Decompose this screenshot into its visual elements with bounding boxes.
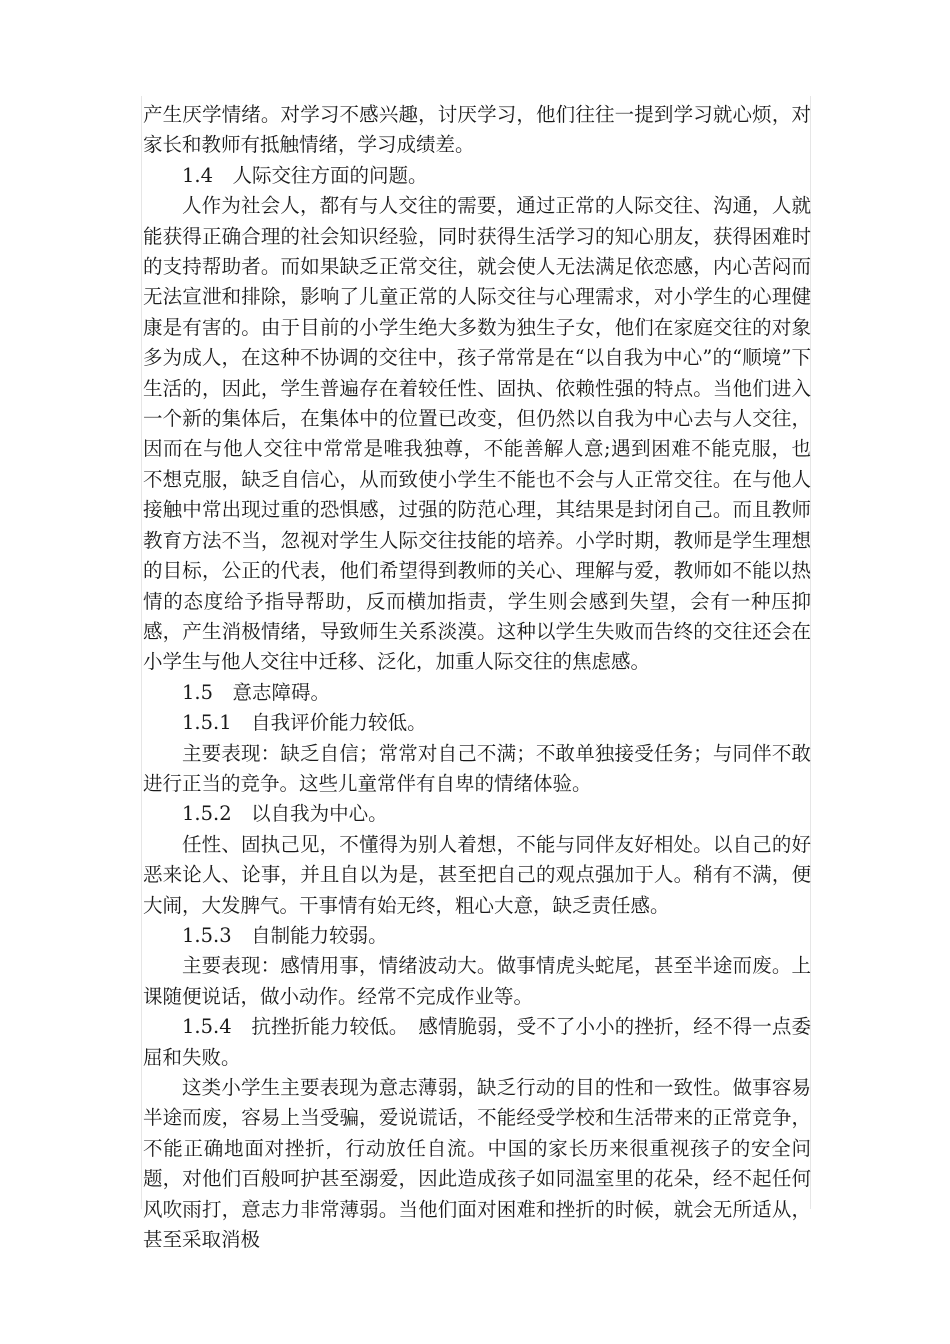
subsection-heading-1-5-2: 1.5.2 以自我为中心。 [182, 802, 388, 826]
document-body [143, 100, 811, 1255]
subsection-heading-1-5-3: 1.5.3 自制能力较弱。 [182, 923, 388, 947]
section-heading-1-5: 1.5 意志障碍。 [182, 680, 331, 704]
subsection-heading-1-5-4: 1.5.4 抗挫折能力较低。 感情脆弱，受不了小小的挫折，经不得一点委屈和失败。 [143, 1015, 811, 1069]
paragraph-interpersonal: 人作为社会人，都有与人交往的需要，通过正常的人际交往、沟通，人就能获得正确合理的社会知识经验，同时获得生活学习的知心朋友，获得困难时的支持帮助者。而如果缺乏正常交往，就会使人无法满足依恋感，内心苦闷而无法宣泄和排除，影响了儿童正常的人际交往与心理需求，对小学生的心理健康是有害的。由于目前的小学生绝大多数为独生子女，他们在家庭交往的对象多为成人，在这种不协调的交往中，孩子常常是在“以自我为中心”的“顺境”下生活的，因此，学生普遍存在着较任性、固执、依赖性强的特点。当他们进入一个新的集体后，在集体中的位置已改变，但仍然以自我为中心去与人交往，因而在与他人交往中常常是唯我独尊，不能善解人意;遇到困难不能克服，也不想克服，缺乏自信心，从而致使小学生不能也不会与人正常交往。在与他人接触中常出现过重的恐惧感，过强的防范心理，其结果是封闭自己。而且教师教育方法不当，忽视对学生人际交往技能的培养。小学时期，教师是学生理想的目标，公正的代表，他们希望得到教师的关心、理解与爱，教师如不能以热情的态度给予指导帮助，反而横加指责，学生则会感到失望，会有一种压抑感，产生消极情绪，导致师生关系淡漠。这种以学生失败而告终的交往还会在小学生与他人交往中迁移、泛化，加重人际交往的焦虑感。 [143, 194, 811, 674]
paragraph-self-control: 主要表现：感情用事，情绪波动大。做事情虎头蛇尾，甚至半途而废。上课随便说话，做小动作。经常不完成作业等。 [143, 954, 811, 1008]
paragraph-self-evaluation: 主要表现：缺乏自信；常常对自己不满；不敢单独接受任务；与同伴不敢进行正当的竞争。这些儿童常伴有自卑的情绪体验。 [143, 741, 811, 795]
paragraph-willpower: 这类小学生主要表现为意志薄弱，缺乏行动的目的性和一致性。做事容易半途而废，容易上当受骗，爱说谎话，不能经受学校和生活带来的正常竞争，不能正确地面对挫折，行动放任自流。中国的家长历来很重视孩子的安全问题，对他们百般呵护甚至溺爱，因此造成孩子如同温室里的花朵，经不起任何风吹雨打，意志力非常薄弱。当他们面对困难和挫折的时候，就会无所适从，甚至采取消极 [143, 1076, 811, 1252]
paragraph-continuation: 产生厌学情绪。对学习不感兴趣，讨厌学习，他们往往一提到学习就心烦，对家长和教师有抵触情绪，学习成绩差。 [143, 103, 811, 157]
section-heading-1-4: 1.4 人际交往方面的问题。 [182, 163, 428, 187]
paragraph-self-centered: 任性、固执己见，不懂得为别人着想，不能与同伴友好相处。以自己的好恶来论人、论事，并且自以为是，甚至把自己的观点强加于人。稍有不满，便大闹，大发脾气。干事情有始无终，粗心大意，缺乏责任感。 [143, 832, 811, 917]
subsection-heading-1-5-1: 1.5.1 自我评价能力较低。 [182, 711, 427, 735]
